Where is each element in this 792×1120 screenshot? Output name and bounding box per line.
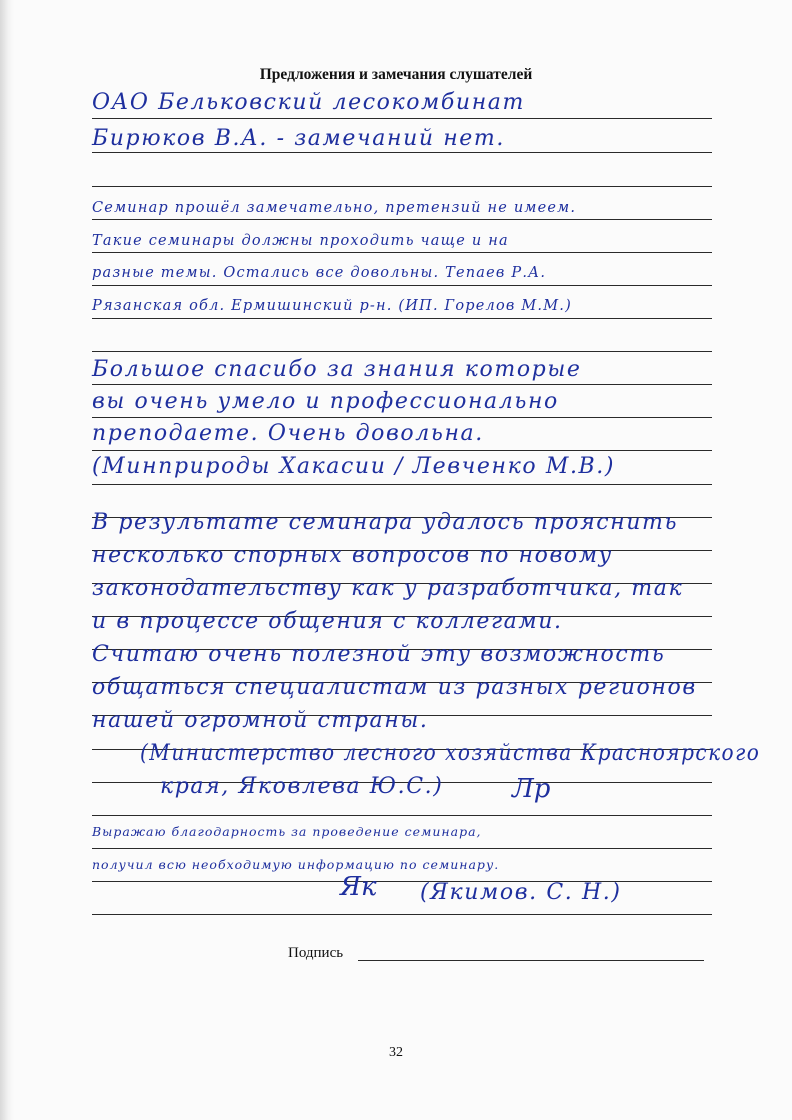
handwritten-line: (Минприроды Хакасии / Левченко М.В.) [92,454,616,479]
handwritten-line: В результате семинара удалось прояснить [92,510,679,535]
handwritten-line: Рязанская обл. Ермишинский р-н. (ИП. Горелов М.М.) [92,298,572,314]
ruled-line [92,285,712,286]
handwritten-line: Выражаю благодарность за проведение семинара, [92,824,482,839]
ruled-line [92,351,712,352]
handwritten-line: вы очень умело и профессионально [92,389,559,414]
handwritten-line: получил всю необходимую информацию по семинару. [92,857,500,872]
signature-mark: Як [340,872,377,902]
page-shadow-edge [0,0,14,1120]
handwritten-line: Семинар прошёл замечательно, претензий не имеем. [92,200,577,216]
signature-line [358,960,704,961]
ruled-line [92,318,712,319]
ruled-line [92,252,712,253]
ruled-line [92,450,712,451]
ruled-line [92,152,712,153]
ruled-line [92,118,712,119]
handwritten-line: несколько спорных вопросов по новому [92,543,613,568]
handwritten-line: ОАО Бельковский лесокомбинат [92,90,525,115]
ruled-line [92,186,712,187]
ruled-line [92,417,712,418]
ruled-line [92,384,712,385]
handwritten-line: и в процессе общения с коллегами. [92,609,563,634]
handwritten-line: преподаете. Очень довольна. [92,421,484,446]
handwritten-line: края, Яковлева Ю.С.) [160,774,444,799]
page-title: Предложения и замечания слушателей [259,66,533,83]
ruled-line [92,484,712,485]
handwritten-line: общаться специалистам из разных регионов [92,675,697,700]
ruled-line [92,914,712,915]
signature-label: Подпись [288,945,344,961]
handwritten-line: Большое спасибо за знания которые [92,357,582,382]
handwritten-line: Бирюков В.А. - замечаний нет. [92,126,505,151]
ruled-line [92,848,712,849]
signature-mark: Лр [512,774,551,804]
ruled-line [92,219,712,220]
ruled-line [92,815,712,816]
handwritten-line: Такие семинары должны проходить чаще и на [92,233,509,249]
handwritten-line: нашей огромной страны. [92,708,429,733]
handwritten-line: Считаю очень полезной эту возможность [92,642,666,667]
handwritten-line: (Министерство лесного хозяйства Красноярского [140,741,761,766]
handwritten-line: разные темы. Остались все довольны. Тепаев Р.А. [92,265,547,281]
handwritten-line: законодательству как у разработчика, так [92,576,684,601]
handwritten-line: (Якимов. С. Н.) [420,880,622,905]
page-number: 32 [389,1045,403,1060]
